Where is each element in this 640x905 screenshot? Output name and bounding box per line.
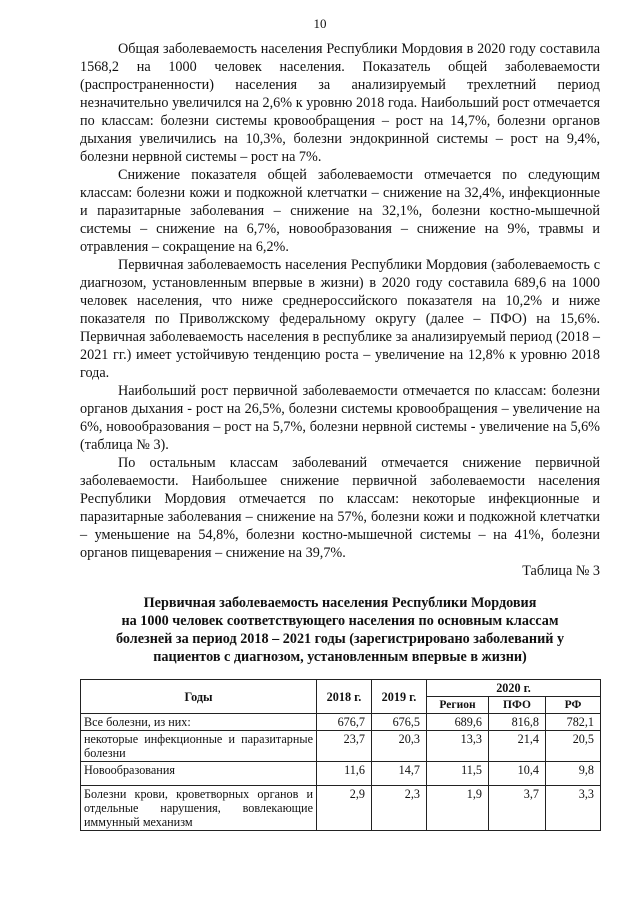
- table-title-line: Первичная заболеваемость населения Республики Мордовия: [143, 595, 537, 611]
- table-row: [81, 786, 601, 831]
- cell-pfo: 10,4: [489, 762, 546, 786]
- table-row: [81, 731, 601, 762]
- header-years: Годы: [81, 680, 317, 714]
- cell-2019: 2,3: [372, 786, 427, 831]
- cell-region: 11,5: [427, 762, 489, 786]
- header-2018: 2018 г.: [317, 680, 372, 714]
- paragraph: По остальным классам заболеваний отмечается снижение первичной заболеваемости. Наибольшее снижение первичной заболеваемости населения Республики Мордовия отмечается по классам: некоторые инфекционные и паразитарные заболевания – снижение на 57%, болезни кожи и подкожной клетчатки – уменьшение на 54,8%, болезни костно-мышечной системы – на 41%, болезни органов пищеварения – снижение на 39,7%.: [80, 455, 600, 561]
- table-row: [81, 714, 601, 731]
- cell-rf: 20,5: [546, 731, 601, 762]
- header-2019: 2019 г.: [372, 680, 427, 714]
- cell-2018: 676,7: [317, 714, 372, 731]
- cell-region: 689,6: [427, 714, 489, 731]
- row-label: Все болезни, из них:: [81, 714, 317, 731]
- paragraph: Первичная заболеваемость населения Республики Мордовия (заболеваемость с диагнозом, установленным впервые в жизни) в 2020 году составила 689,6 на 1000 человек населения, что ниже среднероссийского показателя на 10,2% и ниже показателя по Приволжскому федеральному округу (далее – ПФО) на 15,6%. Первичная заболеваемость населения в республике за анализируемый период (2018 – 2021 гг.) имеет устойчивую тенденцию роста – увеличение на 12,8% к уровню 2018 года.: [80, 257, 600, 381]
- row-label: некоторые инфекционные и паразитарные болезни: [81, 731, 317, 762]
- cell-region: 1,9: [427, 786, 489, 831]
- cell-2018: 23,7: [317, 731, 372, 762]
- header-2020: 2020 г.: [427, 680, 601, 697]
- table-header-row: [81, 680, 601, 697]
- header-rf: РФ: [546, 697, 601, 714]
- cell-rf: 9,8: [546, 762, 601, 786]
- cell-2018: 11,6: [317, 762, 372, 786]
- table-title: [80, 594, 600, 666]
- table-title-line: пациентов с диагнозом, установленным впервые в жизни): [153, 649, 527, 665]
- cell-2019: 20,3: [372, 731, 427, 762]
- cell-pfo: 816,8: [489, 714, 546, 731]
- row-label: Новообразования: [81, 762, 317, 786]
- cell-region: 13,3: [427, 731, 489, 762]
- cell-rf: 3,3: [546, 786, 601, 831]
- morbidity-table: [80, 679, 601, 831]
- paragraph: Общая заболеваемость населения Республики Мордовия в 2020 году составила 1568,2 на 1000 человек населения. Показатель общей заболеваемости (распространенности) населения за анализируемый трехлетний период незначительно увеличился на 2,6% к уровню 2018 года. Наибольший рост отмечается по классам: болезни системы кровообращения – рост на 14,7%, болезни органов дыхания увеличились на 10,3%, болезни эндокринной системы – рост на 9,4%, болезни нервной системы – рост на 7%.: [80, 41, 600, 165]
- cell-pfo: 21,4: [489, 731, 546, 762]
- paragraph: Снижение показателя общей заболеваемости отмечается по следующим классам: болезни кожи и подкожной клетчатки – снижение на 32,4%, инфекционные и паразитарные заболевания – снижение на 32,1%, болезни костно-мышечной системы – снижение на 6,7%, новообразования – снижение на 9%, травмы и отравления – сокращение на 6,2%.: [80, 167, 600, 255]
- cell-pfo: 3,7: [489, 786, 546, 831]
- cell-2019: 676,5: [372, 714, 427, 731]
- body-text: [80, 40, 600, 562]
- cell-rf: 782,1: [546, 714, 601, 731]
- paragraph: Наибольший рост первичной заболеваемости отмечается по классам: болезни органов дыхания - рост на 26,5%, болезни системы кровообращения – увеличение на 6%, новообразования – рост на 5,7%, болезни нервной системы - увеличение на 5,6%(таблица № 3).: [80, 383, 600, 453]
- cell-2019: 14,7: [372, 762, 427, 786]
- table-title-line: болезней за период 2018 – 2021 годы (зарегистрировано заболеваний у: [115, 631, 565, 647]
- page-number: 10: [313, 16, 327, 31]
- cell-2018: 2,9: [317, 786, 372, 831]
- table-title-line: на 1000 человек соответствующего населения по основным классам: [121, 613, 559, 629]
- header-pfo: ПФО: [489, 697, 546, 714]
- row-label: Болезни крови, кроветворных органов и отдельные нарушения, вовлекающие иммунный механизм: [81, 786, 317, 831]
- table-row: [81, 762, 601, 786]
- header-region: Регион: [427, 697, 489, 714]
- table-reference: Таблица № 3: [522, 563, 600, 579]
